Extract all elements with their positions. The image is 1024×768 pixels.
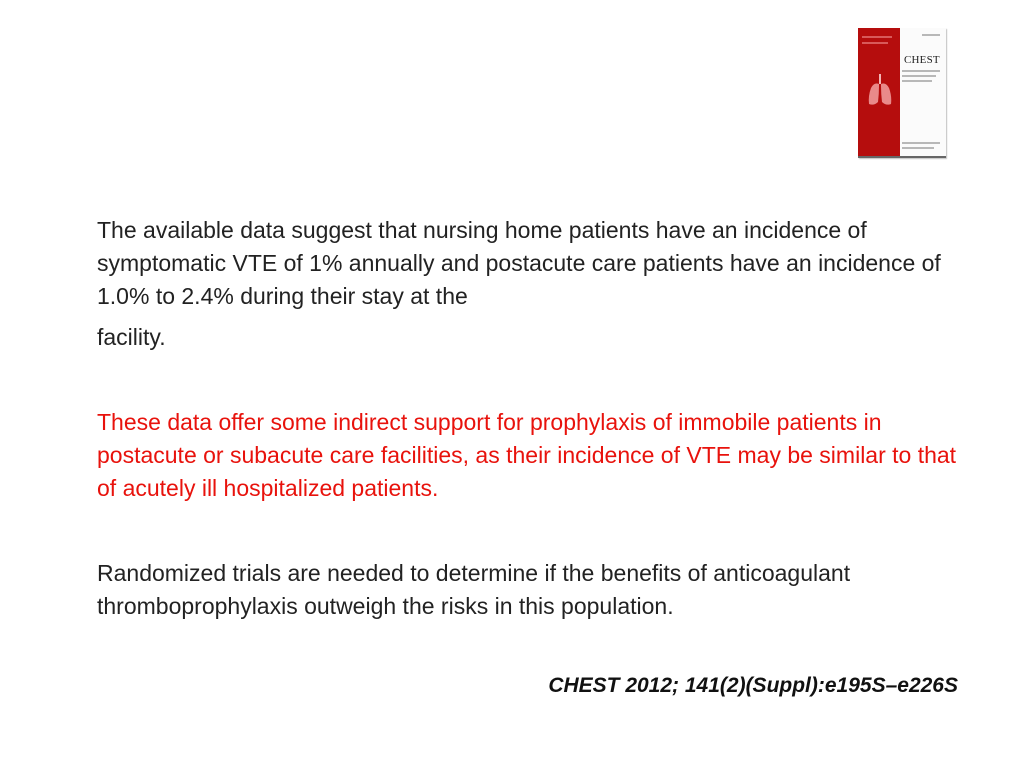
journal-cover-image (858, 28, 946, 158)
cover-bottom-rule (858, 156, 946, 158)
paragraph-prophylaxis-highlight: These data offer some indirect support for prophylaxis of immobile patients in postacute or subacute care facilities, as their incidence of VTE may be similar to that of acutely ill hospitalized patients. (97, 409, 957, 501)
paragraph-randomized-trials: Randomized trials are needed to determine if the benefits of anticoagulant thromboprophylaxis outweigh the risks in this population. (97, 560, 851, 619)
cover-title: CHEST (904, 54, 940, 66)
paragraph-incidence-last: facility. (97, 324, 166, 350)
cover-text-line (902, 80, 932, 82)
paragraph-incidence-main: The available data suggest that nursing home patients have an incidence of symptomatic VTE of 1% annually and postacute care patients have an incidence of 1.0% to 2.4% during their stay at the (97, 217, 941, 309)
paragraph-incidence (97, 214, 967, 354)
cover-text-line (922, 34, 940, 36)
cover-text-line (902, 70, 940, 72)
lungs-icon (866, 72, 894, 108)
citation: CHEST 2012; 141(2)(Suppl):e195S–e226S (548, 674, 958, 697)
cover-text-line (902, 142, 940, 144)
cover-text-line (902, 147, 934, 149)
cover-header-line (862, 42, 888, 44)
cover-white-panel (900, 28, 946, 158)
cover-text-line (902, 75, 936, 77)
cover-header-line (862, 36, 892, 38)
